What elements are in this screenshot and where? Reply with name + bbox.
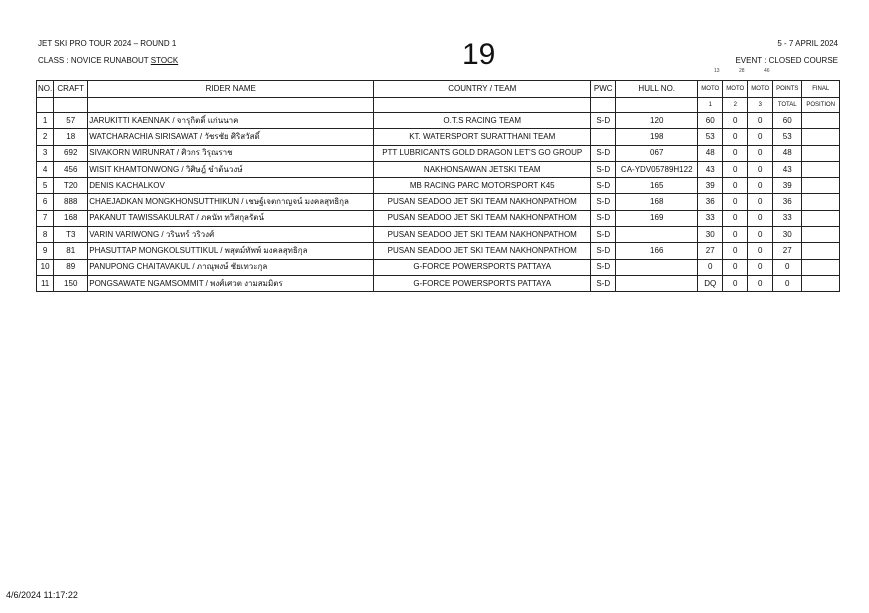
team-cell: PUSAN SEADOO JET SKI TEAM NAKHONPATHOM: [374, 194, 591, 210]
team-cell: MB RACING PARC MOTORSPORT K45: [374, 178, 591, 194]
col-pwc: PWC: [591, 81, 616, 98]
craft-cell: 81: [54, 243, 88, 259]
col-rider: RIDER NAME: [88, 81, 374, 98]
table-row: [37, 243, 840, 259]
rank-cell: 9: [37, 243, 54, 259]
total-cell: 36: [773, 194, 802, 210]
event-type: EVENT : CLOSED COURSE: [735, 56, 838, 65]
total-cell: 0: [773, 275, 802, 291]
table-row: [37, 275, 840, 291]
race-number: 19: [462, 38, 496, 71]
moto-1-cell: 48: [698, 145, 723, 161]
moto-3-cell: 0: [748, 259, 773, 275]
pwc-cell: [591, 129, 616, 145]
hull-cell: 067: [616, 145, 698, 161]
total-cell: 0: [773, 259, 802, 275]
craft-cell: 150: [54, 275, 88, 291]
moto-2-cell: 0: [723, 113, 748, 129]
pwc-cell: S-D: [591, 275, 616, 291]
rank-cell: 3: [37, 145, 54, 161]
table-row: [37, 259, 840, 275]
hull-cell: CA-YDV05789H122: [616, 161, 698, 177]
moto-1-cell: 0: [698, 259, 723, 275]
team-cell: PUSAN SEADOO JET SKI TEAM NAKHONPATHOM: [374, 227, 591, 243]
final-position-cell: [802, 113, 840, 129]
craft-cell: 89: [54, 259, 88, 275]
rank-cell: 6: [37, 194, 54, 210]
col-final: FINAL: [802, 81, 840, 98]
moto-3-cell: 0: [748, 275, 773, 291]
final-position-cell: [802, 259, 840, 275]
final-position-cell: [802, 243, 840, 259]
moto-2-cell: 0: [723, 275, 748, 291]
team-cell: PUSAN SEADOO JET SKI TEAM NAKHONPATHOM: [374, 243, 591, 259]
col-team: COUNTRY / TEAM: [374, 81, 591, 98]
final-position-cell: [802, 129, 840, 145]
moto-2-cell: 0: [723, 210, 748, 226]
pwc-cell: S-D: [591, 145, 616, 161]
rank-cell: 7: [37, 210, 54, 226]
col-moto-1-number: 1: [698, 98, 723, 113]
team-cell: G-FORCE POWERSPORTS PATTAYA: [374, 275, 591, 291]
team-cell: KT. WATERSPORT SURATTHANI TEAM: [374, 129, 591, 145]
moto-2-cell: 0: [723, 194, 748, 210]
rider-cell: CHAEJADKAN MONGKHONSUTTHIKUN / เชษฐ์เจตกาญจน์ มงคลสุทธิกุล: [88, 194, 374, 210]
tour-title: JET SKI PRO TOUR 2024 – ROUND 1: [38, 39, 177, 48]
table-row: [37, 178, 840, 194]
hull-cell: 120: [616, 113, 698, 129]
moto-1-cell: 53: [698, 129, 723, 145]
rank-cell: 11: [37, 275, 54, 291]
craft-cell: 57: [54, 113, 88, 129]
moto-2-cell: 0: [723, 129, 748, 145]
class-type: STOCK: [150, 56, 179, 65]
moto-mark-1: 13: [714, 68, 720, 74]
moto-1-cell: 39: [698, 178, 723, 194]
final-position-cell: [802, 227, 840, 243]
final-position-cell: [802, 145, 840, 161]
total-cell: 30: [773, 227, 802, 243]
craft-cell: 888: [54, 194, 88, 210]
col-moto-2-number: 2: [723, 98, 748, 113]
total-cell: 60: [773, 113, 802, 129]
rider-cell: VARIN VARIWONG / วรินทร์ วริวงศ์: [88, 227, 374, 243]
results-body: [37, 113, 840, 292]
print-timestamp: 4/6/2024 11:17:22: [6, 590, 78, 600]
rider-cell: PONGSAWATE NGAMSOMMIT / พงศ์เศวต งามสมมิตร: [88, 275, 374, 291]
pwc-cell: S-D: [591, 113, 616, 129]
results-table: [36, 80, 840, 292]
col-moto-1: MOTO: [698, 81, 723, 98]
table-row: [37, 113, 840, 129]
table-row: [37, 145, 840, 161]
moto-1-cell: 60: [698, 113, 723, 129]
team-cell: PUSAN SEADOO JET SKI TEAM NAKHONPATHOM: [374, 210, 591, 226]
team-cell: G-FORCE POWERSPORTS PATTAYA: [374, 259, 591, 275]
event-dates: 5 - 7 APRIL 2024: [777, 39, 838, 48]
col-no: NO.: [37, 81, 54, 98]
total-cell: 43: [773, 161, 802, 177]
moto-1-cell: DQ: [698, 275, 723, 291]
pwc-cell: S-D: [591, 227, 616, 243]
team-cell: O.T.S RACING TEAM: [374, 113, 591, 129]
rider-cell: DENIS KACHALKOV: [88, 178, 374, 194]
pwc-cell: S-D: [591, 243, 616, 259]
moto-3-cell: 0: [748, 113, 773, 129]
final-position-cell: [802, 275, 840, 291]
final-position-cell: [802, 210, 840, 226]
hull-cell: 198: [616, 129, 698, 145]
col-total: TOTAL: [773, 98, 802, 113]
col-moto-3-number: 3: [748, 98, 773, 113]
hull-cell: 169: [616, 210, 698, 226]
rider-cell: WATCHARACHIA SIRISAWAT / วัชรชัย ศิริสวัสดิ์: [88, 129, 374, 145]
pwc-cell: S-D: [591, 178, 616, 194]
moto-3-cell: 0: [748, 243, 773, 259]
moto-3-cell: 0: [748, 178, 773, 194]
moto-1-cell: 43: [698, 161, 723, 177]
final-position-cell: [802, 194, 840, 210]
hull-cell: 168: [616, 194, 698, 210]
rider-cell: PHASUTTAP MONGKOLSUTTIKUL / พสุตม์ทัพพ์ มงคลสุทธิกุล: [88, 243, 374, 259]
table-row: [37, 129, 840, 145]
class-label: [38, 56, 178, 65]
table-row: [37, 227, 840, 243]
final-position-cell: [802, 161, 840, 177]
craft-cell: 18: [54, 129, 88, 145]
header-row: [37, 81, 840, 98]
moto-3-cell: 0: [748, 145, 773, 161]
table-row: [37, 161, 840, 177]
table-row: [37, 210, 840, 226]
hull-cell: 165: [616, 178, 698, 194]
total-cell: 53: [773, 129, 802, 145]
pwc-cell: S-D: [591, 259, 616, 275]
table-row: [37, 194, 840, 210]
total-cell: 48: [773, 145, 802, 161]
moto-3-cell: 0: [748, 161, 773, 177]
rank-cell: 1: [37, 113, 54, 129]
moto-1-cell: 36: [698, 194, 723, 210]
hull-cell: [616, 275, 698, 291]
team-cell: PTT LUBRICANTS GOLD DRAGON LET'S GO GROUP: [374, 145, 591, 161]
moto-mark-3: 46: [764, 68, 770, 74]
moto-2-cell: 0: [723, 227, 748, 243]
moto-3-cell: 0: [748, 129, 773, 145]
moto-1-cell: 33: [698, 210, 723, 226]
total-cell: 39: [773, 178, 802, 194]
pwc-cell: S-D: [591, 210, 616, 226]
rider-cell: PAKANUT TAWISSAKULRAT / ภคนัท ทวิสกุลรัตน์: [88, 210, 374, 226]
total-cell: 27: [773, 243, 802, 259]
moto-1-cell: 30: [698, 227, 723, 243]
hull-cell: [616, 259, 698, 275]
rider-cell: JARUKITTI KAENNAK / จารุกิตติ์ แก่นนาค: [88, 113, 374, 129]
moto-2-cell: 0: [723, 178, 748, 194]
subheader-row: [37, 98, 840, 113]
moto-3-cell: 0: [748, 194, 773, 210]
col-hull: HULL NO.: [616, 81, 698, 98]
craft-cell: 456: [54, 161, 88, 177]
col-moto-3: MOTO: [748, 81, 773, 98]
col-craft: CRAFT: [54, 81, 88, 98]
col-points: POINTS: [773, 81, 802, 98]
col-moto-2: MOTO: [723, 81, 748, 98]
pwc-cell: S-D: [591, 161, 616, 177]
moto-1-cell: 27: [698, 243, 723, 259]
moto-2-cell: 0: [723, 259, 748, 275]
hull-cell: 166: [616, 243, 698, 259]
rider-cell: PANUPONG CHAITAVAKUL / ภาณุพงษ์ ชัยเทวะกุล: [88, 259, 374, 275]
class-prefix: CLASS : NOVICE RUNABOUT: [38, 56, 151, 65]
pwc-cell: S-D: [591, 194, 616, 210]
craft-cell: T3: [54, 227, 88, 243]
moto-2-cell: 0: [723, 145, 748, 161]
total-cell: 33: [773, 210, 802, 226]
craft-cell: 168: [54, 210, 88, 226]
rider-cell: WISIT KHAMTONWONG / วิศิษฎ์ ขำต้นวงษ์: [88, 161, 374, 177]
moto-2-cell: 0: [723, 161, 748, 177]
craft-cell: 692: [54, 145, 88, 161]
rank-cell: 10: [37, 259, 54, 275]
rank-cell: 8: [37, 227, 54, 243]
moto-2-cell: 0: [723, 243, 748, 259]
final-position-cell: [802, 178, 840, 194]
rank-cell: 5: [37, 178, 54, 194]
moto-mark-2: 28: [739, 68, 745, 74]
rank-cell: 2: [37, 129, 54, 145]
rider-cell: SIVAKORN WIRUNRAT / ศิวกร วิรุณราช: [88, 145, 374, 161]
craft-cell: T20: [54, 178, 88, 194]
hull-cell: [616, 227, 698, 243]
team-cell: NAKHONSAWAN JETSKI TEAM: [374, 161, 591, 177]
moto-3-cell: 0: [748, 210, 773, 226]
moto-3-cell: 0: [748, 227, 773, 243]
rank-cell: 4: [37, 161, 54, 177]
col-position: POSITION: [802, 98, 840, 113]
